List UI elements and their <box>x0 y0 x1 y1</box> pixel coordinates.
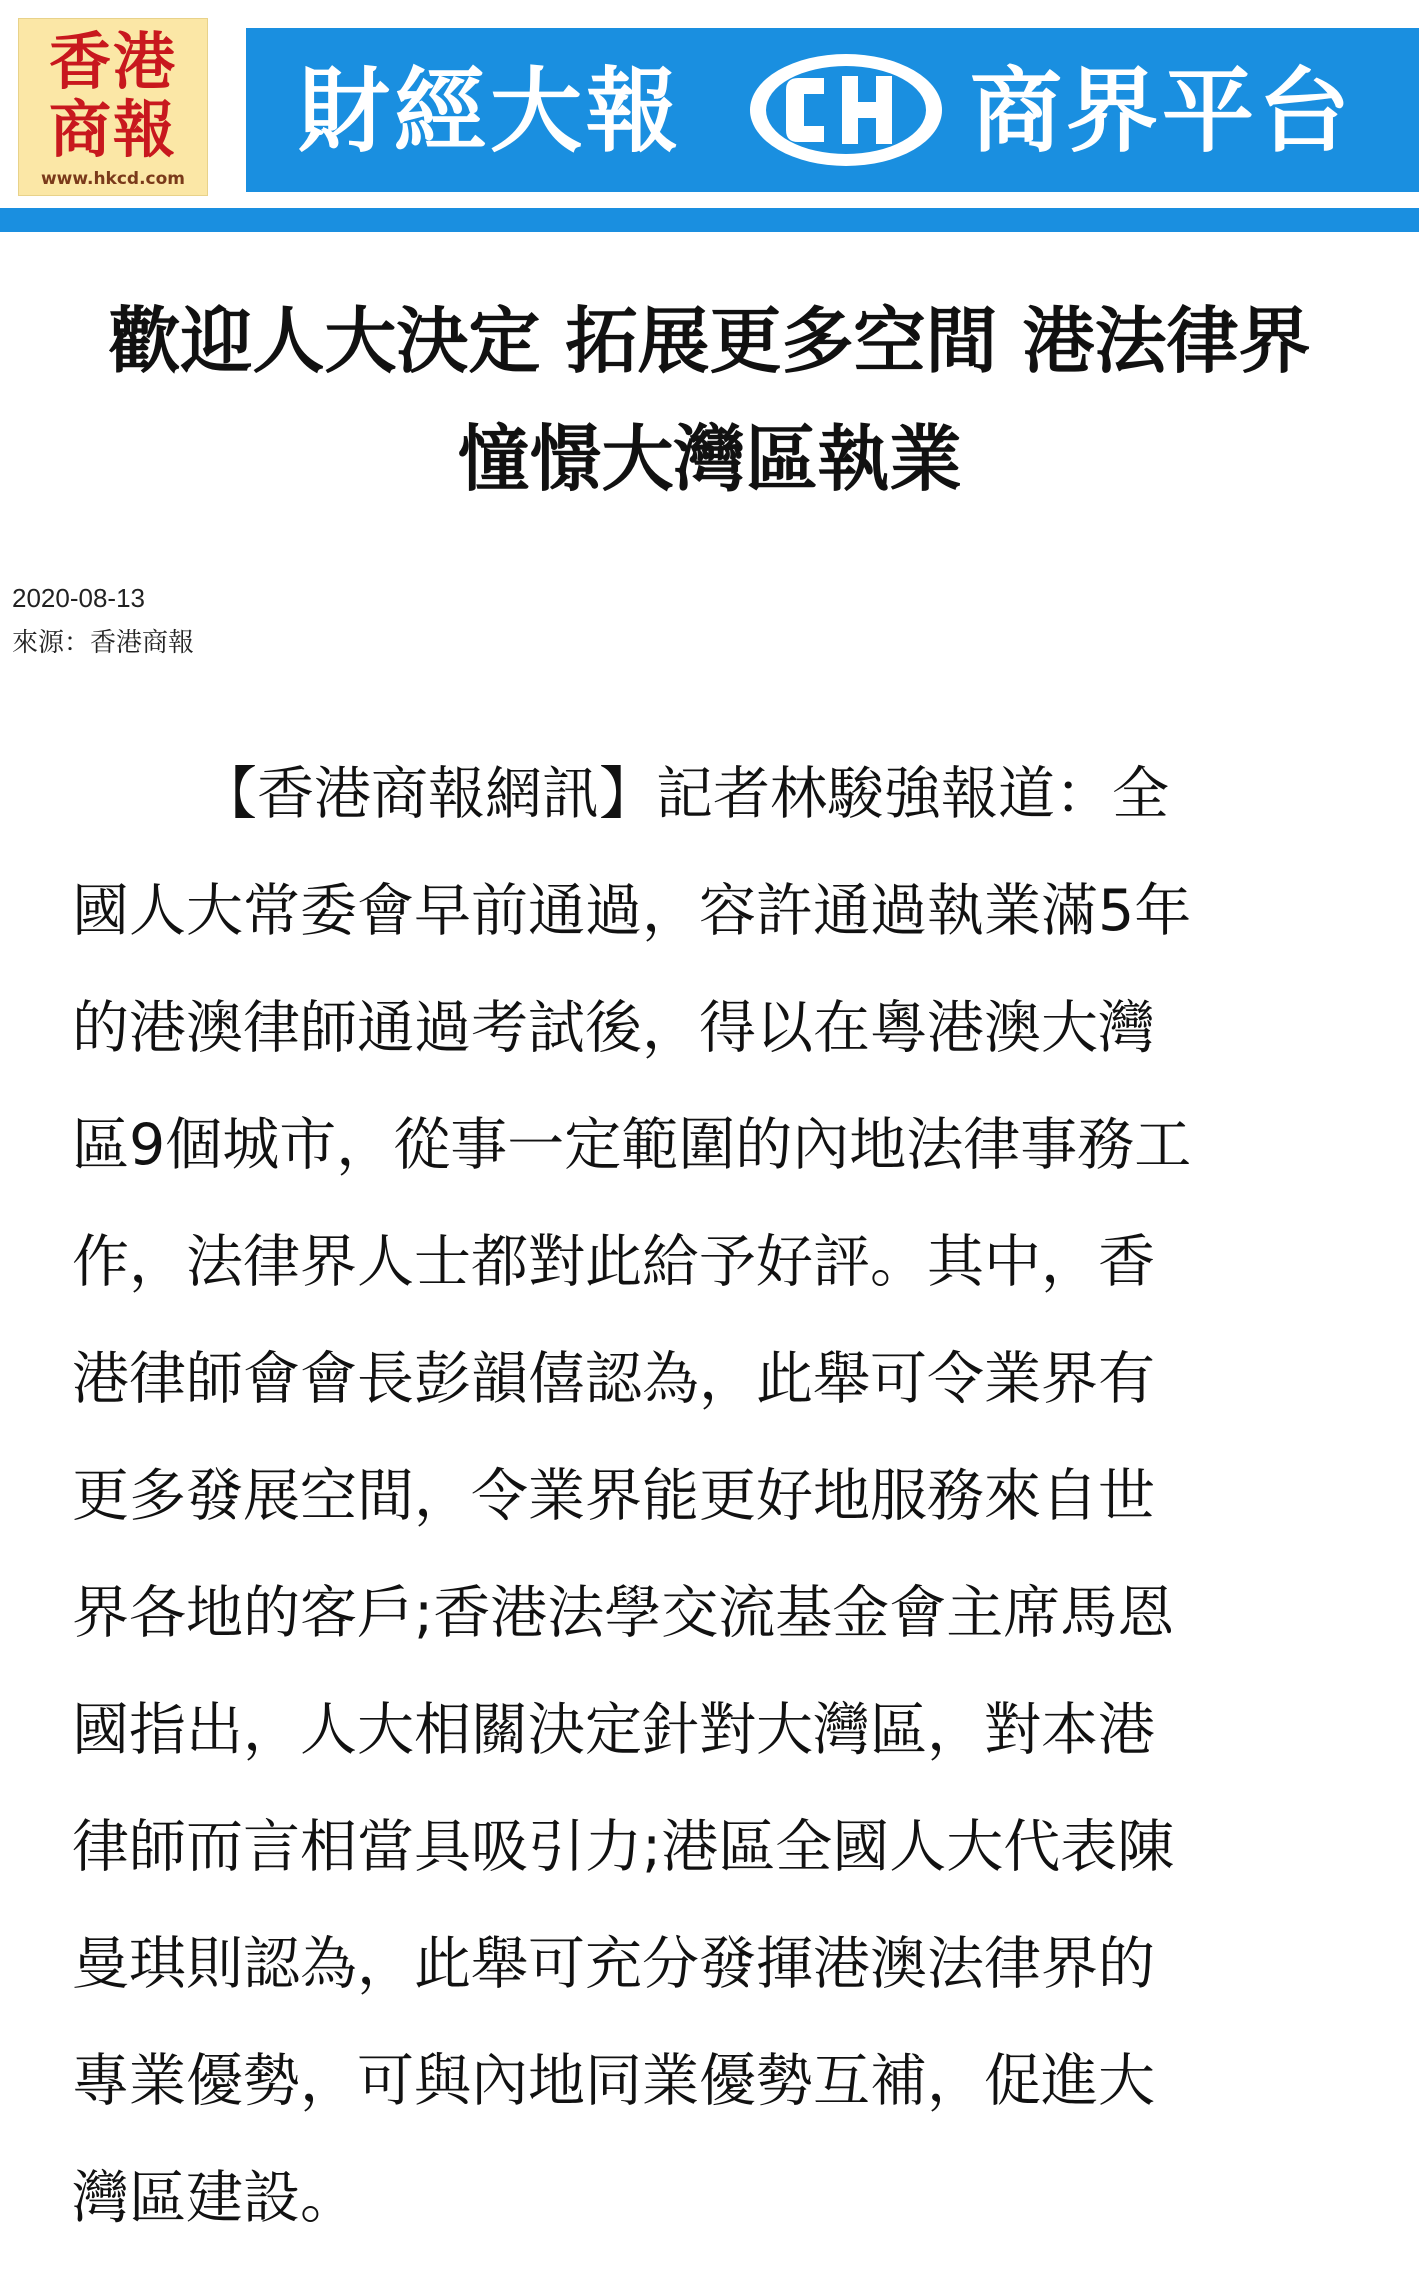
body-line: 區9個城市，從事一定範圍的內地法律事務工 <box>72 1112 1192 1178</box>
body-line: 灣區建設。 <box>72 2165 357 2231</box>
body-line: 專業優勢，可與內地同業優勢互補，促進大 <box>72 2048 1155 2114</box>
hkcd-logo[interactable] <box>18 18 208 196</box>
ch-emblem-icon <box>746 50 946 170</box>
logo-url: www.hkcd.com <box>40 169 186 189</box>
body-line: 國指出，人大相關決定針對大灣區，對本港 <box>72 1697 1155 1763</box>
body-line: 界各地的客戶;香港法學交流基金會主席馬恩 <box>72 1580 1175 1646</box>
banner-slogan-right: 商界平台 <box>970 58 1355 165</box>
site-header <box>0 0 1419 232</box>
article-headline <box>20 282 1399 518</box>
body-line: 港律師會會長彭韻僖認為，此舉可令業界有 <box>72 1346 1155 1412</box>
header-divider <box>0 208 1419 232</box>
headline-line-2: 憧憬大灣區執業 <box>457 417 962 501</box>
logo-text-line2: 商報 <box>48 93 177 166</box>
body-line: 更多發展空間，令業界能更好地服務來自世 <box>72 1463 1155 1529</box>
body-line: 的港澳律師通過考試後，得以在粵港澳大灣 <box>72 995 1155 1061</box>
article-meta <box>12 576 194 664</box>
body-line: 曼琪則認為，此舉可充分發揮港澳法律界的 <box>72 1931 1155 1997</box>
banner-slogan-left: 財經大報 <box>298 58 683 165</box>
article-body <box>72 736 1372 2257</box>
logo-text-line1: 香港 <box>48 25 177 98</box>
body-line: 國人大常委會早前通過，容許通過執業滿5年 <box>72 878 1192 944</box>
publish-date: 2020-08-13 <box>12 583 145 613</box>
svg-text:CH: CH <box>845 168 847 169</box>
article-source: 來源：香港商報 <box>12 627 195 657</box>
body-line: 【香港商報網訊】記者林駿強報道：全 <box>200 761 1169 827</box>
header-banner <box>246 28 1419 192</box>
body-line: 律師而言相當具吸引力;港區全國人大代表陳 <box>72 1814 1175 1880</box>
body-line: 作，法律界人士都對此給予好評。其中，香 <box>72 1229 1155 1295</box>
headline-line-1: 歡迎人大決定 拓展更多空間 港法律界 <box>108 299 1311 383</box>
